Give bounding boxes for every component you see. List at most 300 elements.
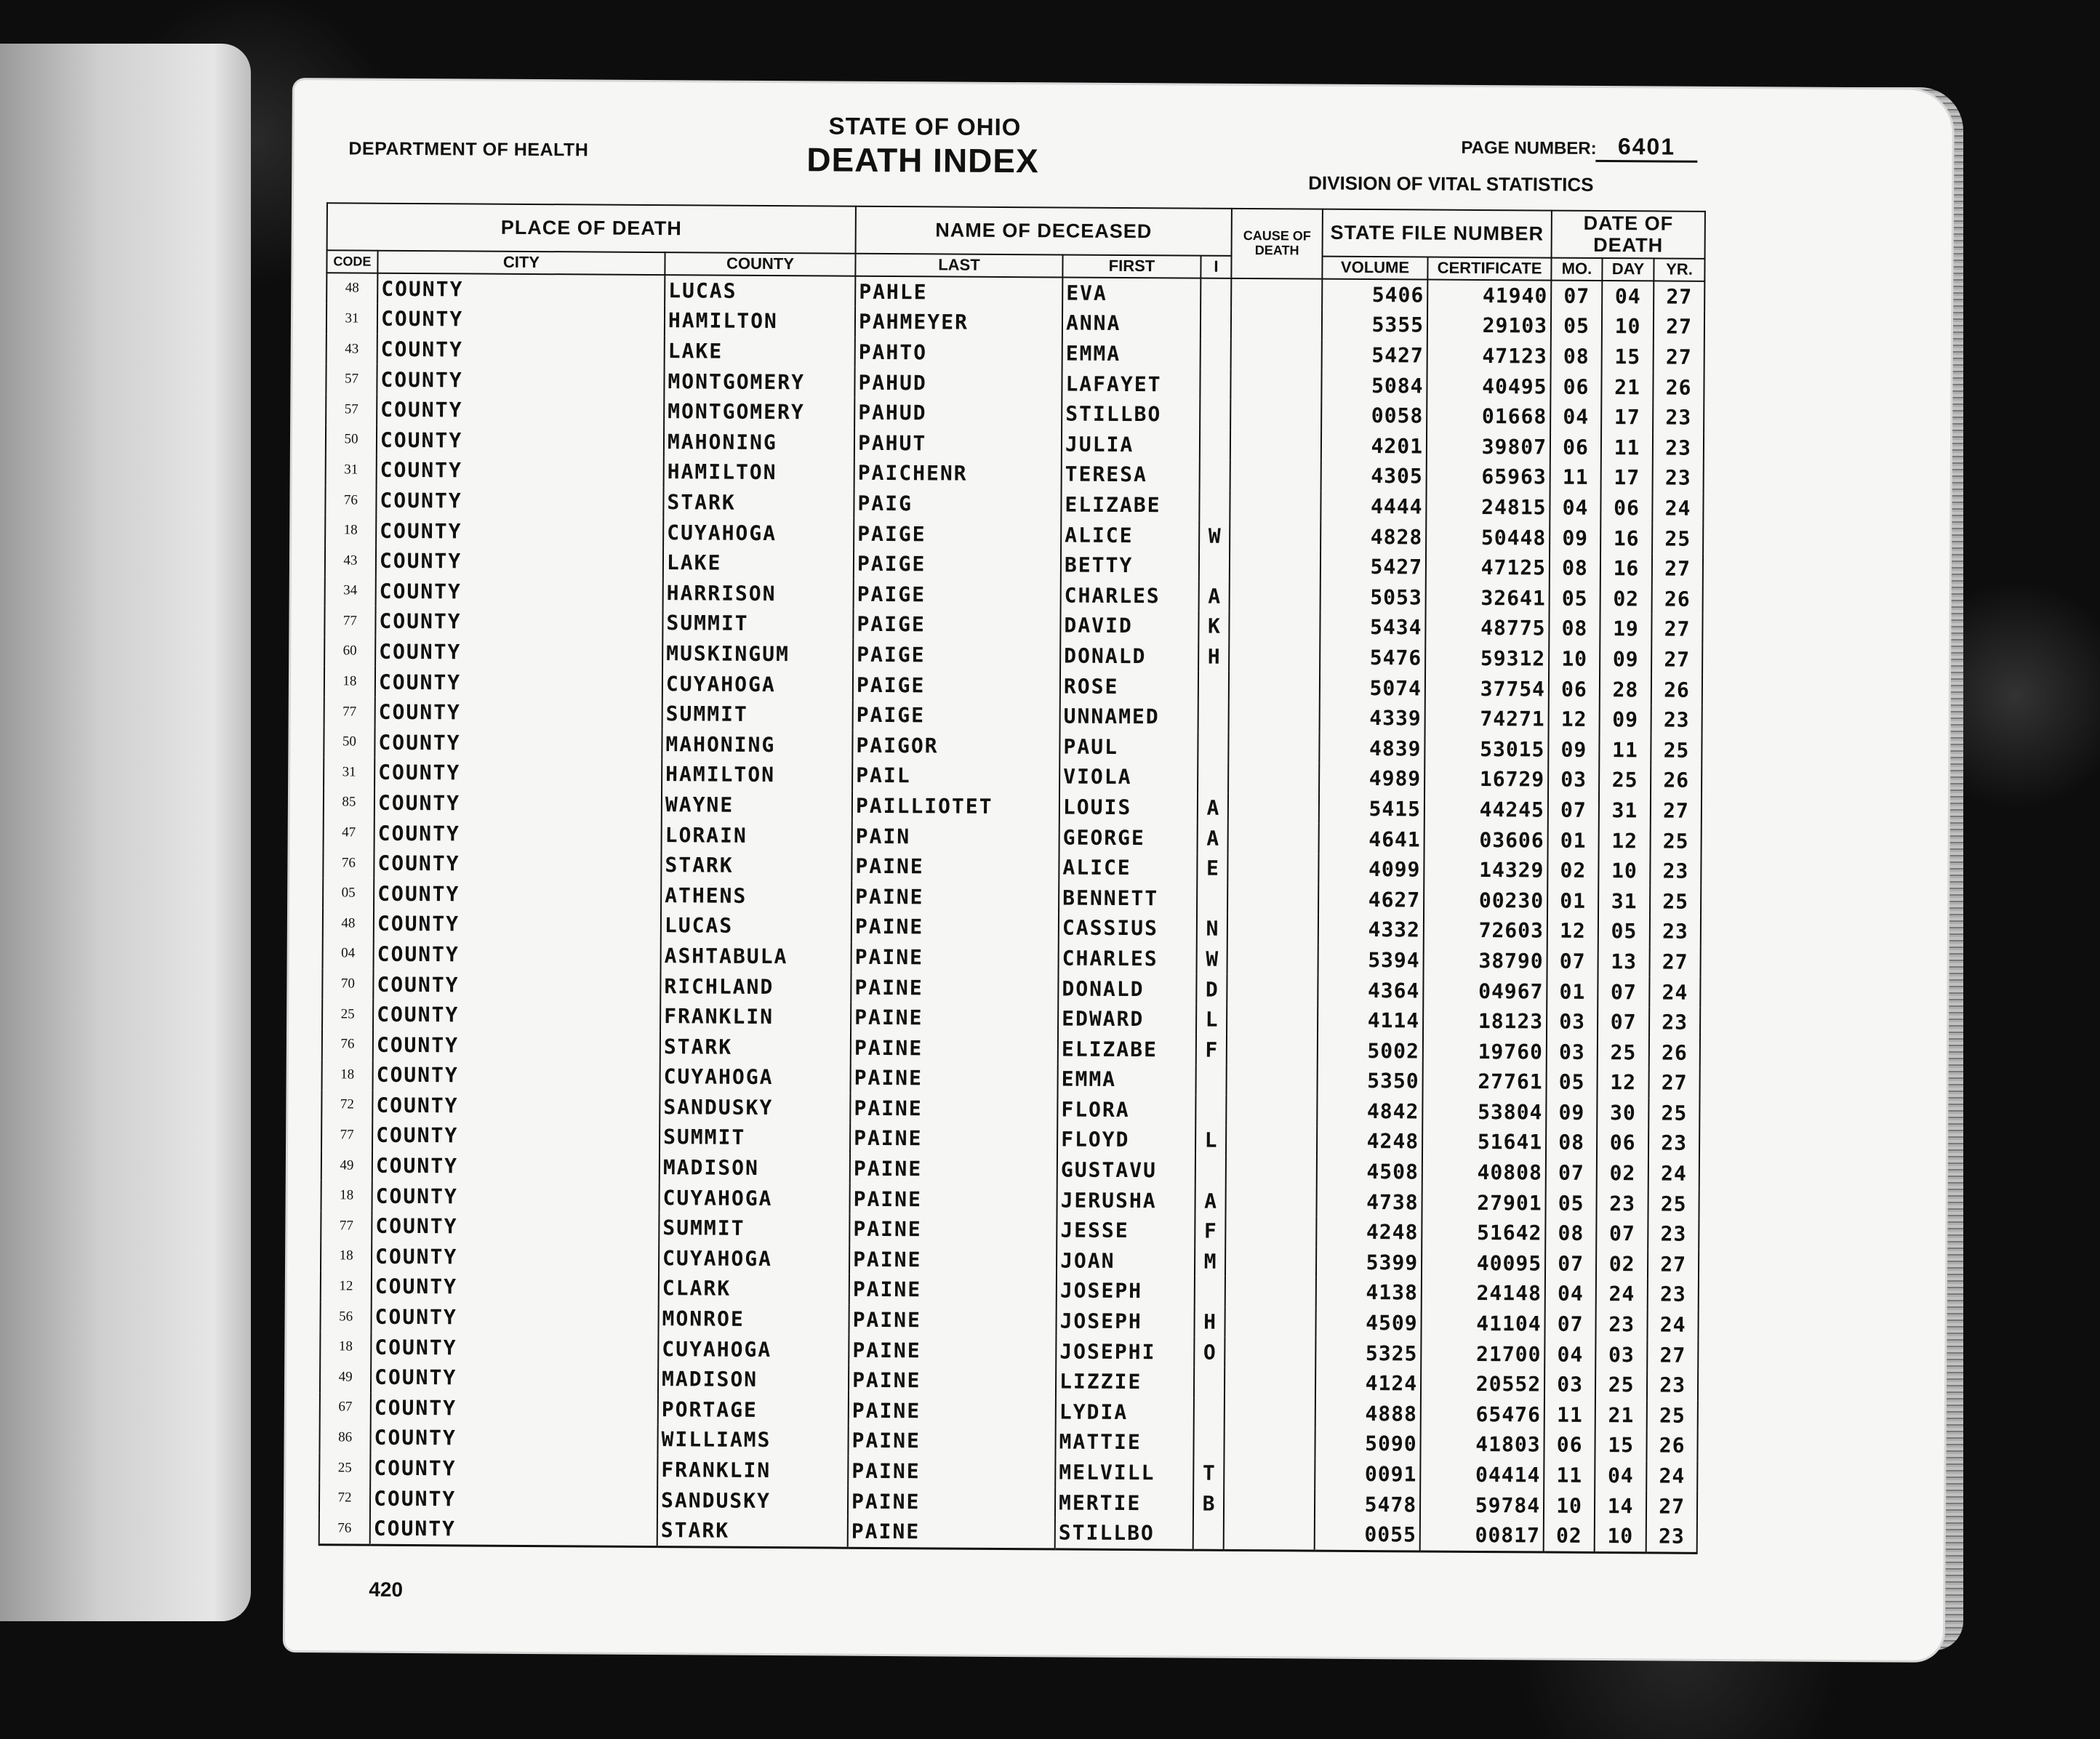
- year-cell: 25: [1648, 1098, 1699, 1128]
- volume-cell: 4332: [1318, 915, 1424, 945]
- cause-cell: [1225, 1337, 1315, 1367]
- city-cell: COUNTY: [373, 969, 660, 1001]
- year-cell: 27: [1650, 947, 1701, 977]
- department-label: DEPARTMENT OF HEALTH: [348, 138, 589, 161]
- cause-cell: [1230, 581, 1320, 611]
- city-cell: COUNTY: [370, 1453, 657, 1485]
- initial-cell: [1199, 551, 1230, 582]
- day-cell: 23: [1597, 1188, 1648, 1218]
- volume-cell: 5074: [1320, 672, 1425, 703]
- county-cell: MADISON: [658, 1364, 849, 1395]
- month-cell: 11: [1544, 1399, 1595, 1430]
- last-name-cell: PAHTO: [855, 337, 1062, 368]
- first-name-cell: EMMA: [1058, 1064, 1196, 1095]
- certificate-cell: 65963: [1427, 462, 1550, 493]
- county-column-header: COUNTY: [665, 252, 855, 276]
- last-name-cell: PAICHENR: [854, 458, 1062, 489]
- certificate-cell: 27761: [1423, 1067, 1547, 1098]
- volume-cell: 4842: [1317, 1096, 1422, 1126]
- cause-cell: [1227, 1005, 1318, 1035]
- city-cell: COUNTY: [373, 1060, 660, 1092]
- first-name-cell: LAFAYET: [1062, 369, 1200, 400]
- code-cell: 50: [324, 727, 374, 758]
- left-facing-page: [0, 44, 251, 1621]
- first-name-cell: MATTIE: [1055, 1427, 1193, 1458]
- year-cell: 23: [1651, 704, 1702, 735]
- last-name-cell: PAINE: [850, 1123, 1057, 1154]
- code-cell: 76: [319, 1513, 370, 1545]
- first-name-cell: ANNA: [1062, 308, 1201, 340]
- first-name-cell: GEORGE: [1059, 822, 1198, 854]
- day-cell: 21: [1595, 1399, 1647, 1430]
- county-cell: ASHTABULA: [661, 941, 851, 972]
- year-cell: 26: [1646, 1431, 1697, 1461]
- county-cell: SUMMIT: [659, 1213, 849, 1244]
- last-name-cell: PAINE: [849, 1335, 1056, 1366]
- last-name-cell: PAHUD: [854, 367, 1062, 398]
- code-cell: 67: [320, 1392, 371, 1423]
- county-cell: WAYNE: [662, 790, 852, 821]
- month-cell: 06: [1549, 674, 1600, 704]
- last-name-cell: PAILLIOTET: [852, 790, 1059, 822]
- city-cell: COUNTY: [375, 636, 662, 668]
- cause-cell: [1225, 1246, 1316, 1277]
- volume-cell: 0055: [1315, 1519, 1420, 1551]
- day-cell: 19: [1600, 614, 1651, 644]
- cause-cell: [1230, 491, 1320, 521]
- certificate-cell: 41803: [1421, 1429, 1544, 1461]
- last-name-cell: PAINE: [848, 1455, 1055, 1487]
- index-page: [285, 80, 1952, 1660]
- day-cell: 03: [1595, 1339, 1647, 1370]
- certificate-cell: 72603: [1424, 915, 1547, 947]
- cause-cell: [1225, 1367, 1315, 1398]
- first-name-cell: STILLBO: [1055, 1517, 1193, 1549]
- county-cell: STARK: [660, 1032, 851, 1063]
- year-cell: 27: [1651, 614, 1702, 645]
- year-cell: 23: [1650, 916, 1701, 947]
- certificate-cell: 04414: [1420, 1459, 1544, 1490]
- volume-cell: 5084: [1321, 370, 1427, 401]
- code-cell: 86: [319, 1422, 370, 1453]
- year-cell: 23: [1648, 1218, 1699, 1249]
- month-cell: 03: [1544, 1369, 1595, 1399]
- day-cell: 12: [1599, 825, 1651, 856]
- first-name-cell: FLOYD: [1057, 1125, 1195, 1156]
- last-name-cell: PAINE: [851, 1003, 1058, 1034]
- certificate-cell: 19760: [1423, 1036, 1547, 1067]
- code-cell: 72: [319, 1483, 370, 1514]
- last-name-cell: PAIGE: [853, 700, 1060, 731]
- cause-cell: [1230, 400, 1321, 430]
- day-cell: 10: [1595, 1521, 1646, 1553]
- day-cell: 25: [1595, 1370, 1647, 1400]
- month-cell: 01: [1547, 885, 1598, 916]
- last-name-cell: PAINE: [849, 1214, 1057, 1245]
- initial-cell: H: [1198, 641, 1229, 672]
- cause-cell: [1225, 1307, 1316, 1338]
- certificate-cell: 14329: [1424, 854, 1547, 885]
- last-name-cell: PAINE: [850, 1093, 1057, 1124]
- year-cell: 23: [1648, 1280, 1699, 1310]
- year-cell: 23: [1653, 463, 1704, 494]
- first-name-cell: EVA: [1062, 277, 1201, 309]
- county-cell: FRANKLIN: [660, 1001, 851, 1032]
- day-cell: 02: [1597, 1158, 1648, 1189]
- month-cell: 11: [1544, 1460, 1595, 1490]
- first-name-cell: LOUIS: [1059, 792, 1198, 823]
- city-cell: COUNTY: [377, 304, 665, 336]
- month-cell: 08: [1545, 1218, 1596, 1249]
- volume-cell: 4339: [1320, 703, 1425, 734]
- city-cell: COUNTY: [375, 697, 662, 729]
- year-cell: 23: [1653, 402, 1704, 433]
- code-cell: 57: [326, 364, 377, 395]
- initial-cell: [1198, 732, 1228, 763]
- cause-cell: [1225, 1277, 1316, 1307]
- day-cell: 17: [1601, 402, 1653, 433]
- first-name-cell: ELIZABE: [1058, 1034, 1196, 1065]
- code-cell: 56: [320, 1301, 371, 1332]
- code-cell: 31: [324, 757, 374, 787]
- division-label: DIVISION OF VITAL STATISTICS: [1308, 172, 1594, 196]
- code-cell: 25: [319, 1453, 370, 1483]
- year-cell: 23: [1646, 1521, 1697, 1553]
- first-name-cell: ALICE: [1061, 520, 1199, 551]
- year-cell: 23: [1647, 1370, 1698, 1400]
- city-cell: COUNTY: [374, 787, 662, 819]
- city-cell: COUNTY: [376, 546, 663, 578]
- year-cell: 27: [1648, 1249, 1699, 1280]
- day-cell: 07: [1598, 1007, 1649, 1037]
- city-cell: COUNTY: [377, 364, 664, 396]
- city-cell: COUNTY: [371, 1362, 658, 1394]
- code-cell: 76: [323, 848, 374, 878]
- certificate-cell: 38790: [1424, 945, 1547, 976]
- cause-cell: [1225, 1428, 1315, 1458]
- code-cell: 77: [321, 1120, 372, 1150]
- volume-cell: 0058: [1321, 401, 1427, 431]
- day-cell: 15: [1602, 342, 1654, 372]
- city-cell: COUNTY: [371, 1301, 658, 1333]
- initial-cell: N: [1197, 914, 1227, 944]
- cause-cell: [1230, 430, 1321, 460]
- day-cell: 25: [1598, 1037, 1649, 1067]
- day-cell: 15: [1595, 1430, 1646, 1461]
- city-cell: COUNTY: [370, 1514, 657, 1547]
- initial-cell: [1194, 1367, 1225, 1398]
- city-cell: COUNTY: [373, 999, 660, 1031]
- first-name-cell: ROSE: [1060, 671, 1198, 702]
- year-cell: 23: [1649, 1007, 1700, 1037]
- county-cell: STARK: [663, 487, 854, 518]
- certificate-cell: 00230: [1424, 885, 1547, 916]
- volume-cell: 5427: [1322, 340, 1427, 370]
- city-cell: COUNTY: [376, 515, 663, 547]
- month-cell: 07: [1548, 795, 1599, 825]
- day-column-header: DAY: [1602, 258, 1654, 281]
- last-name-cell: PAHMEYER: [855, 307, 1062, 338]
- last-name-cell: PAHUD: [854, 398, 1062, 429]
- year-cell: 26: [1653, 372, 1704, 403]
- initial-cell: A: [1199, 581, 1230, 611]
- year-cell: 23: [1653, 433, 1704, 463]
- city-cell: COUNTY: [374, 758, 662, 790]
- certificate-cell: 40095: [1422, 1248, 1545, 1279]
- initial-cell: A: [1198, 792, 1228, 823]
- month-cell: 04: [1545, 1279, 1596, 1309]
- first-name-cell: BENNETT: [1059, 883, 1197, 914]
- county-cell: MUSKINGUM: [662, 638, 853, 670]
- city-cell: COUNTY: [374, 878, 661, 910]
- month-cell: 08: [1550, 553, 1600, 583]
- year-cell: 25: [1651, 826, 1702, 856]
- cause-cell: [1231, 309, 1322, 340]
- volume-cell: 4114: [1318, 1005, 1423, 1035]
- code-cell: 43: [326, 334, 377, 364]
- county-cell: STARK: [657, 1515, 848, 1548]
- month-cell: 01: [1548, 825, 1599, 856]
- county-cell: MONTGOMERY: [664, 396, 854, 427]
- code-cell: 60: [324, 636, 375, 667]
- last-name-cell: PAINE: [851, 941, 1059, 973]
- volume-cell: 5399: [1316, 1247, 1422, 1277]
- first-name-cell: UNNAMED: [1060, 701, 1198, 732]
- county-cell: HARRISON: [663, 578, 854, 609]
- year-cell: 24: [1646, 1461, 1697, 1491]
- city-cell: COUNTY: [372, 1272, 659, 1304]
- name-of-deceased-header: NAME OF DECEASED: [856, 206, 1232, 257]
- month-cell: 01: [1547, 976, 1598, 1007]
- volume-cell: 4444: [1320, 491, 1426, 521]
- month-cell: 02: [1547, 855, 1598, 885]
- month-cell: 06: [1544, 1430, 1595, 1461]
- month-cell: 05: [1550, 583, 1600, 614]
- city-cell: COUNTY: [374, 939, 661, 971]
- cause-cell: [1227, 854, 1318, 884]
- certificate-cell: 51642: [1422, 1217, 1545, 1248]
- last-name-cell: PAINE: [848, 1426, 1055, 1457]
- city-cell: COUNTY: [371, 1392, 658, 1424]
- cause-cell: [1228, 763, 1319, 793]
- city-cell: COUNTY: [372, 1120, 660, 1152]
- volume-cell: 5090: [1315, 1429, 1421, 1459]
- year-cell: 27: [1651, 795, 1702, 826]
- initial-cell: [1198, 672, 1229, 702]
- city-cell: COUNTY: [377, 395, 664, 427]
- initial-cell: [1198, 702, 1229, 732]
- initial-cell: [1195, 1277, 1225, 1307]
- first-name-cell: LYDIA: [1056, 1397, 1194, 1428]
- initial-cell: A: [1195, 1186, 1226, 1216]
- cause-cell: [1231, 278, 1322, 309]
- cause-cell: [1230, 460, 1321, 491]
- day-cell: 04: [1602, 281, 1654, 312]
- first-name-cell: JERUSHA: [1057, 1185, 1195, 1216]
- cause-cell: [1224, 1519, 1315, 1551]
- last-name-cell: PAIGE: [853, 639, 1060, 670]
- city-cell: COUNTY: [377, 273, 665, 305]
- volume-cell: 4248: [1317, 1126, 1422, 1157]
- year-cell: 24: [1648, 1158, 1699, 1189]
- code-cell: 18: [322, 1059, 373, 1090]
- certificate-cell: 51641: [1422, 1127, 1546, 1158]
- month-cell: 09: [1548, 734, 1599, 765]
- initial-cell: D: [1196, 974, 1227, 1005]
- city-cell: COUNTY: [377, 455, 664, 487]
- last-name-cell: PAINE: [849, 1274, 1057, 1306]
- certificate-cell: 40495: [1427, 371, 1550, 402]
- initial-cell: A: [1198, 823, 1228, 854]
- county-cell: SANDUSKY: [660, 1092, 850, 1123]
- first-name-cell: TERESA: [1062, 459, 1200, 491]
- initial-cell: [1198, 763, 1228, 793]
- day-cell: 23: [1596, 1309, 1648, 1340]
- certificate-cell: 74271: [1425, 703, 1549, 734]
- cause-cell: [1226, 1095, 1317, 1125]
- volume-cell: 4201: [1321, 430, 1427, 461]
- county-cell: HAMILTON: [662, 759, 852, 790]
- group-header-row: [327, 203, 1705, 259]
- certificate-cell: 24148: [1422, 1278, 1545, 1309]
- last-name-cell: PAINE: [850, 1184, 1057, 1215]
- year-cell: 23: [1650, 856, 1701, 886]
- month-cell: 06: [1550, 372, 1601, 402]
- last-name-column-header: LAST: [855, 254, 1062, 277]
- volume-cell: 4828: [1320, 521, 1426, 552]
- cause-cell: [1230, 369, 1321, 400]
- certificate-cell: 53015: [1424, 734, 1548, 765]
- day-cell: 31: [1599, 795, 1651, 826]
- state-file-number-header: STATE FILE NUMBER: [1323, 209, 1552, 258]
- county-cell: HAMILTON: [665, 305, 855, 337]
- certificate-cell: 48775: [1425, 613, 1549, 644]
- last-name-cell: PAIGE: [854, 579, 1061, 610]
- first-name-cell: FLORA: [1057, 1094, 1195, 1125]
- volume-cell: 4248: [1316, 1217, 1422, 1248]
- last-name-cell: PAINE: [851, 881, 1059, 912]
- year-cell: 24: [1652, 493, 1703, 523]
- day-cell: 21: [1601, 372, 1653, 402]
- volume-cell: 4364: [1318, 975, 1423, 1005]
- day-cell: 12: [1598, 1067, 1649, 1098]
- cause-cell: [1228, 732, 1319, 763]
- first-name-cell: BETTY: [1061, 550, 1199, 581]
- initial-cell: F: [1196, 1035, 1227, 1065]
- county-cell: LORAIN: [662, 819, 852, 851]
- month-cell: 08: [1546, 1128, 1597, 1158]
- last-name-cell: PAINE: [851, 972, 1058, 1003]
- certificate-cell: 41104: [1422, 1308, 1545, 1339]
- day-cell: 13: [1598, 947, 1650, 977]
- code-cell: 47: [324, 818, 374, 848]
- volume-cell: 4124: [1315, 1368, 1421, 1399]
- code-cell: 48: [326, 273, 377, 304]
- city-cell: COUNTY: [377, 425, 664, 457]
- county-cell: CLARK: [659, 1273, 849, 1304]
- day-cell: 09: [1600, 704, 1651, 735]
- month-cell: 05: [1547, 1067, 1598, 1098]
- cause-cell: [1228, 823, 1319, 854]
- month-cell: 07: [1545, 1309, 1596, 1339]
- first-name-cell: CASSIUS: [1059, 912, 1197, 944]
- code-cell: 31: [326, 454, 377, 485]
- initial-cell: [1200, 369, 1230, 400]
- initial-cell: O: [1194, 1337, 1225, 1367]
- code-cell: 05: [323, 878, 374, 909]
- volume-cell: 5002: [1318, 1035, 1423, 1066]
- year-cell: 27: [1652, 553, 1703, 584]
- cause-cell: [1229, 611, 1320, 642]
- volume-cell: 4627: [1318, 884, 1424, 915]
- last-name-cell: PAINE: [849, 1304, 1057, 1336]
- county-cell: SUMMIT: [662, 699, 853, 730]
- day-cell: 11: [1599, 734, 1651, 765]
- month-cell: 05: [1546, 1188, 1597, 1218]
- initial-cell: E: [1197, 853, 1227, 883]
- cause-cell: [1227, 914, 1318, 944]
- initial-cell: [1200, 460, 1230, 491]
- volume-cell: 4738: [1317, 1186, 1422, 1217]
- county-cell: WILLIAMS: [657, 1424, 848, 1455]
- year-cell: 25: [1647, 1400, 1698, 1431]
- volume-cell: 4508: [1317, 1156, 1422, 1186]
- volume-cell: 5053: [1320, 582, 1426, 612]
- day-cell: 30: [1597, 1098, 1648, 1128]
- first-name-cell: LIZZIE: [1056, 1366, 1194, 1397]
- volume-cell: 5355: [1322, 310, 1427, 340]
- volume-cell: 0091: [1315, 1458, 1420, 1489]
- year-cell: 25: [1652, 523, 1703, 554]
- volume-cell: 5427: [1320, 552, 1426, 582]
- first-name-cell: JOSEPH: [1057, 1276, 1195, 1307]
- first-name-cell: DAVID: [1060, 611, 1198, 642]
- code-cell: 72: [321, 1090, 372, 1120]
- code-cell: 76: [325, 485, 376, 515]
- code-cell: 77: [324, 606, 375, 636]
- first-name-cell: DONALD: [1060, 640, 1198, 672]
- day-cell: 11: [1601, 433, 1653, 463]
- first-name-cell: EMMA: [1062, 338, 1201, 369]
- county-cell: MONROE: [658, 1304, 849, 1335]
- last-name-cell: PAIGOR: [852, 730, 1059, 761]
- month-cell: 04: [1550, 492, 1600, 523]
- volume-cell: 5478: [1315, 1489, 1420, 1519]
- certificate-cell: 39807: [1427, 431, 1550, 462]
- initial-cell: [1197, 883, 1227, 914]
- county-cell: CUYAHOGA: [660, 1061, 851, 1093]
- cause-cell: [1229, 672, 1320, 702]
- first-name-cell: JULIA: [1062, 429, 1200, 460]
- last-name-cell: PAIN: [852, 821, 1059, 852]
- day-cell: 10: [1602, 311, 1654, 342]
- county-cell: SUMMIT: [662, 608, 853, 639]
- cause-cell: [1224, 1488, 1315, 1519]
- month-cell: 06: [1550, 432, 1601, 462]
- volume-cell: 4509: [1316, 1307, 1422, 1338]
- month-cell: 09: [1546, 1097, 1597, 1128]
- first-name-cell: ALICE: [1059, 852, 1197, 883]
- last-name-cell: PAIL: [852, 760, 1059, 792]
- initial-cell: [1201, 309, 1231, 340]
- code-cell: 34: [325, 576, 376, 606]
- first-name-cell: STILLBO: [1062, 398, 1200, 430]
- year-cell: 26: [1649, 1037, 1700, 1068]
- cause-cell: [1228, 793, 1319, 824]
- month-cell: 05: [1551, 311, 1602, 342]
- county-cell: CUYAHOGA: [659, 1182, 849, 1213]
- volume-cell: 4989: [1319, 763, 1424, 794]
